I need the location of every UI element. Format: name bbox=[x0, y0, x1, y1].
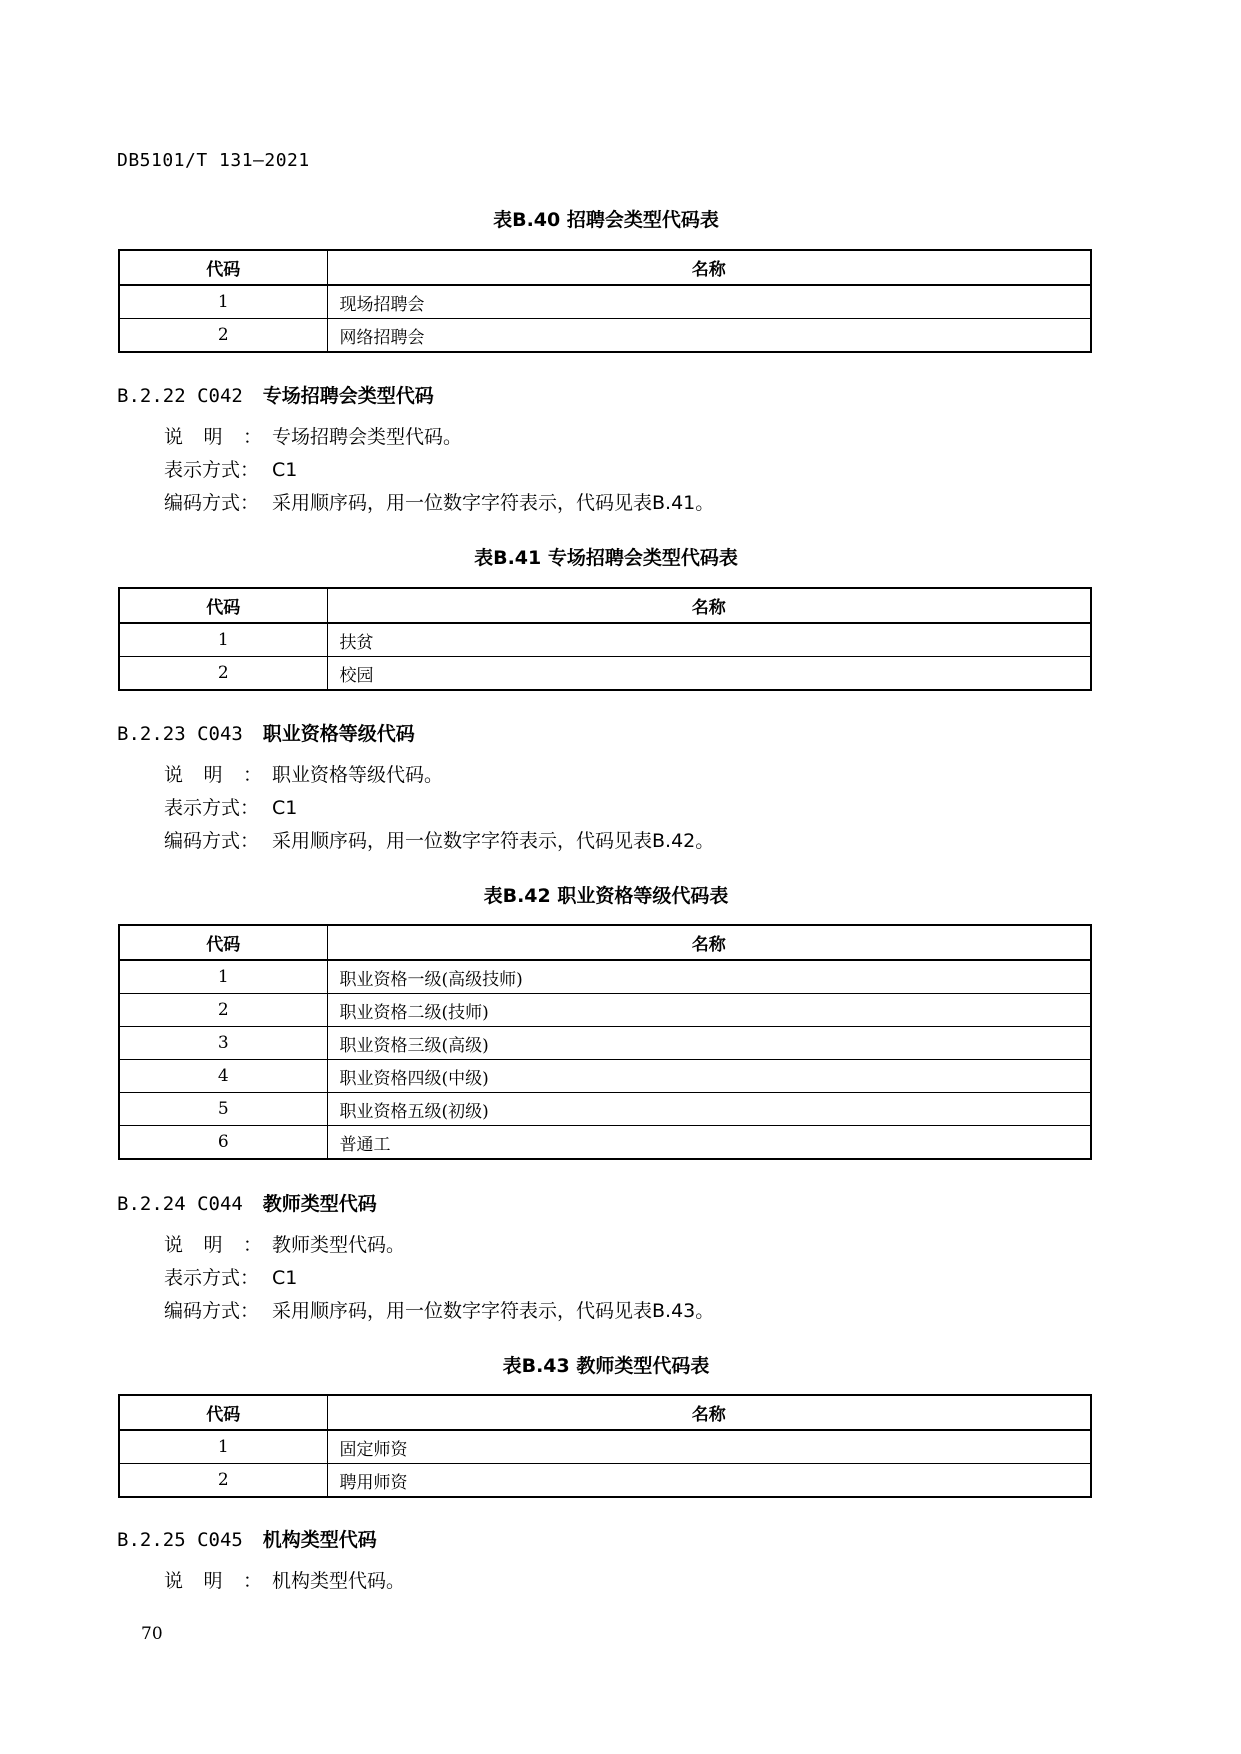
table-row bbox=[119, 994, 1091, 1027]
encoding-value: 采用顺序码，用一位数字字符表示，代码见表B.41。 bbox=[272, 492, 715, 514]
description-value: 教师类型代码。 bbox=[272, 1234, 406, 1256]
section-number: B.2.24 C044 bbox=[117, 1193, 243, 1215]
document-header: DB5101/T 131—2021 bbox=[117, 150, 310, 171]
encoding-line bbox=[164, 832, 714, 851]
encoding-line bbox=[164, 1302, 714, 1321]
code-cell: 5 bbox=[119, 1093, 327, 1126]
table-row bbox=[119, 285, 1091, 319]
table-row bbox=[119, 657, 1091, 691]
description-label: 说明： bbox=[164, 764, 262, 786]
code-cell: 1 bbox=[119, 960, 327, 994]
representation-line bbox=[164, 461, 297, 480]
name-cell: 网络招聘会 bbox=[327, 319, 1091, 353]
name-cell: 职业资格四级(中级) bbox=[327, 1060, 1091, 1093]
section-number: B.2.25 C045 bbox=[117, 1529, 243, 1551]
representation-value: C1 bbox=[272, 459, 298, 481]
description-value: 机构类型代码。 bbox=[272, 1570, 406, 1592]
code-cell: 3 bbox=[119, 1027, 327, 1060]
table-row bbox=[119, 1027, 1091, 1060]
table-caption: 表B.42 职业资格等级代码表 bbox=[483, 885, 729, 907]
name-cell: 普通工 bbox=[327, 1126, 1091, 1160]
code-cell: 2 bbox=[119, 1464, 327, 1498]
code-table bbox=[118, 249, 1092, 353]
code-cell: 4 bbox=[119, 1060, 327, 1093]
table-row bbox=[119, 960, 1091, 994]
representation-label: 表示方式： bbox=[164, 797, 260, 819]
representation-value: C1 bbox=[272, 797, 298, 819]
code-cell: 2 bbox=[119, 994, 327, 1027]
section-title: 专场招聘会类型代码 bbox=[262, 385, 434, 407]
section-heading bbox=[117, 1189, 377, 1216]
table-row bbox=[119, 319, 1091, 353]
description-line bbox=[164, 1572, 405, 1591]
name-cell: 职业资格三级(高级) bbox=[327, 1027, 1091, 1060]
code-table bbox=[118, 924, 1092, 1160]
section-title: 教师类型代码 bbox=[262, 1193, 377, 1215]
code-cell: 6 bbox=[119, 1126, 327, 1160]
representation-value: C1 bbox=[272, 1267, 298, 1289]
section-title: 机构类型代码 bbox=[262, 1529, 377, 1551]
description-value: 专场招聘会类型代码。 bbox=[272, 426, 463, 448]
table-caption: 表B.43 教师类型代码表 bbox=[502, 1355, 710, 1377]
description-label: 说明： bbox=[164, 1234, 262, 1256]
table-row bbox=[119, 1464, 1091, 1498]
representation-line bbox=[164, 1269, 297, 1288]
representation-label: 表示方式： bbox=[164, 1267, 260, 1289]
table-caption: 表B.40 招聘会类型代码表 bbox=[493, 209, 719, 231]
name-cell: 扶贫 bbox=[327, 623, 1091, 657]
encoding-line bbox=[164, 494, 714, 513]
encoding-value: 采用顺序码，用一位数字字符表示，代码见表B.43。 bbox=[272, 1300, 715, 1322]
table-row bbox=[119, 1126, 1091, 1160]
section-number: B.2.23 C043 bbox=[117, 723, 243, 745]
encoding-label: 编码方式： bbox=[164, 492, 260, 514]
page-number: 70 bbox=[141, 1624, 163, 1644]
column-header-name: 名称 bbox=[327, 250, 1091, 285]
column-header-name: 名称 bbox=[327, 588, 1091, 623]
name-cell: 现场招聘会 bbox=[327, 285, 1091, 319]
name-cell: 职业资格一级(高级技师) bbox=[327, 960, 1091, 994]
table-row bbox=[119, 1430, 1091, 1464]
code-cell: 1 bbox=[119, 285, 327, 319]
description-label: 说明： bbox=[164, 426, 262, 448]
table-row bbox=[119, 623, 1091, 657]
column-header-code: 代码 bbox=[119, 250, 327, 285]
section-heading bbox=[117, 719, 415, 746]
section-number: B.2.22 C042 bbox=[117, 385, 243, 407]
column-header-code: 代码 bbox=[119, 1395, 327, 1430]
code-cell: 1 bbox=[119, 623, 327, 657]
code-table bbox=[118, 587, 1092, 691]
description-line bbox=[164, 766, 443, 785]
code-cell: 2 bbox=[119, 657, 327, 691]
column-header-code: 代码 bbox=[119, 588, 327, 623]
section-title: 职业资格等级代码 bbox=[262, 723, 415, 745]
representation-label: 表示方式： bbox=[164, 459, 260, 481]
column-header-name: 名称 bbox=[327, 925, 1091, 960]
name-cell: 聘用师资 bbox=[327, 1464, 1091, 1498]
encoding-value: 采用顺序码，用一位数字字符表示，代码见表B.42。 bbox=[272, 830, 715, 852]
name-cell: 职业资格二级(技师) bbox=[327, 994, 1091, 1027]
code-cell: 2 bbox=[119, 319, 327, 353]
table-caption: 表B.41 专场招聘会类型代码表 bbox=[474, 547, 738, 569]
section-heading bbox=[117, 381, 434, 408]
description-label: 说明： bbox=[164, 1570, 262, 1592]
representation-line bbox=[164, 799, 297, 818]
table-row bbox=[119, 1060, 1091, 1093]
description-line bbox=[164, 428, 462, 447]
encoding-label: 编码方式： bbox=[164, 830, 260, 852]
column-header-name: 名称 bbox=[327, 1395, 1091, 1430]
column-header-code: 代码 bbox=[119, 925, 327, 960]
name-cell: 固定师资 bbox=[327, 1430, 1091, 1464]
name-cell: 职业资格五级(初级) bbox=[327, 1093, 1091, 1126]
encoding-label: 编码方式： bbox=[164, 1300, 260, 1322]
code-table bbox=[118, 1394, 1092, 1498]
description-value: 职业资格等级代码。 bbox=[272, 764, 444, 786]
code-cell: 1 bbox=[119, 1430, 327, 1464]
name-cell: 校园 bbox=[327, 657, 1091, 691]
description-line bbox=[164, 1236, 405, 1255]
section-heading bbox=[117, 1525, 377, 1552]
table-row bbox=[119, 1093, 1091, 1126]
